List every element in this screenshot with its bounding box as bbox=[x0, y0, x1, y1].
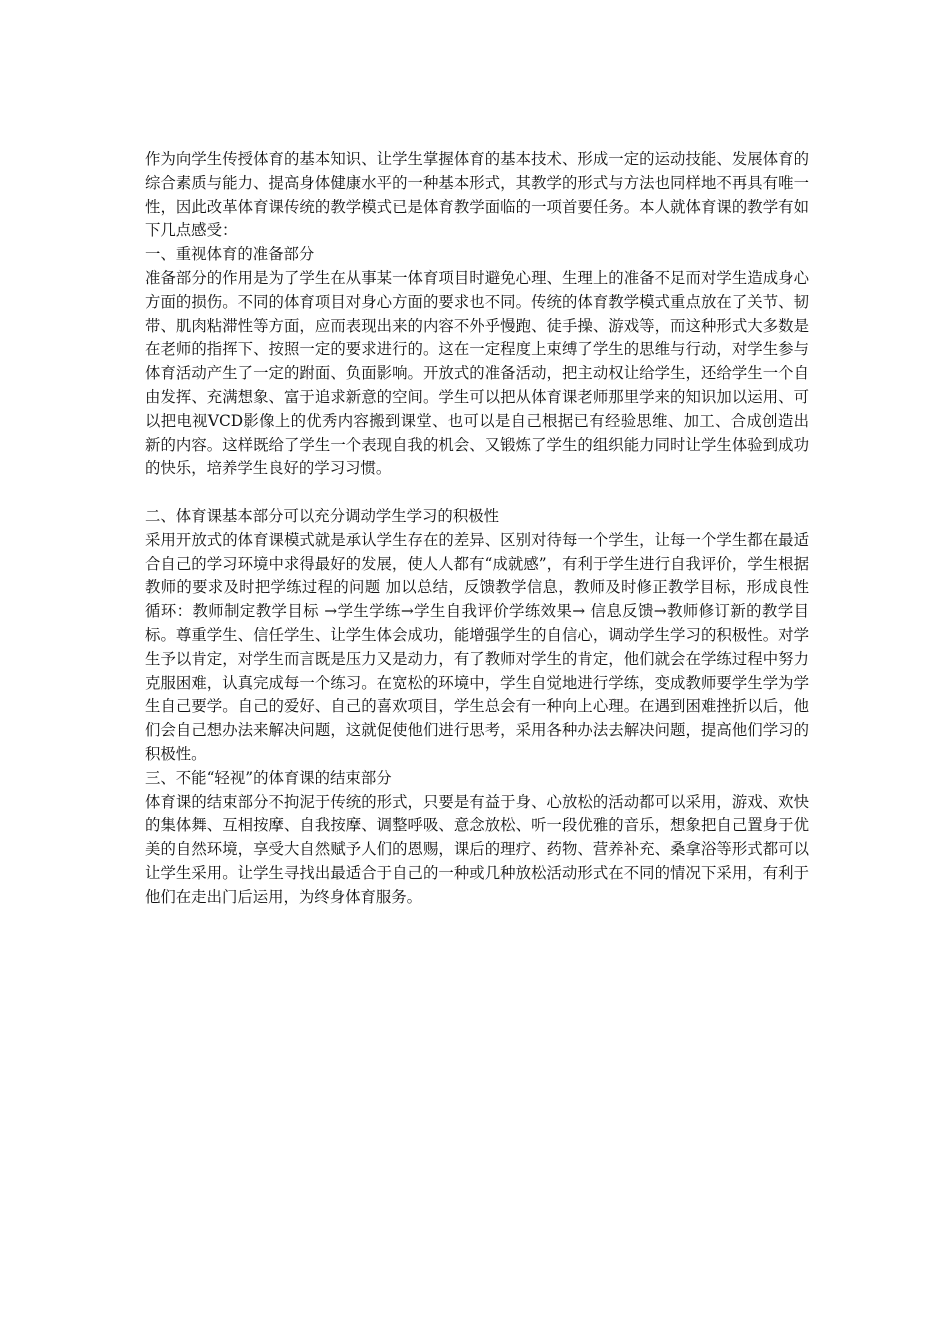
section1-paragraph: 准备部分的作用是为了学生在从事某一体育项目时避免心理、生理上的准备不足而对学生造成身心方面的损伤。不同的体育项目对身心方面的要求也不同。传统的体育教学模式重点放在了关节、韧带、肌肉粘滞性等方面，应而表现出来的内容不外乎慢跑、徒手操、游戏等，而这种形式大多数是在老师的指挥下、按照一定的要求进行的。这在一定程度上束缚了学生的思维与行动，对学生参与体育活动产生了一定的跗面、负面影响。开放式的准备活动，把主动权让给学生，还给学生一个自由发挥、充满想象、富于追求新意的空间。学生可以把从体育课老师那里学来的知识加以运用、可以把电视VCD影像上的优秀内容搬到课堂、也可以是自己根据已有经验思维、加工、合成创造出新的内容。这样既给了学生一个表现自我的机会、又锻炼了学生的组织能力同时让学生体验到成功的快乐，培养学生良好的学习习惯。 bbox=[145, 268, 809, 478]
section3-paragraph: 体育课的结束部分不拘泥于传统的形式，只要是有益于身、心放松的活动都可以采用，游戏、欢快的集体舞、互相按摩、自我按摩、调整呼吸、意念放松、听一段优雅的音乐，想象把自己置身于优美的自然环境，享受大自然赋予人们的恩赐，课后的理疗、药物、营养补充、桑拿浴等形式都可以让学生采用。让学生寻找出最适合于自己的一种或几种放松活动形式在不同的情况下采用，有利于他们在走出门后运用，为终身体育服务。 bbox=[145, 792, 809, 906]
paragraph-spacer bbox=[145, 481, 809, 505]
section2-paragraph: 采用开放式的体育课模式就是承认学生存在的差异、区别对待每一个学生，让每一个学生都在最适合自己的学习环境中求得最好的发展，使人人都有“成就感”，有利于学生进行自我评价，学生根据教师的要求及时把学练过程的问题 加以总结，反馈教学信息，教师及时修正教学目标，形成良性循环：教师制定教学目标 →学生学练→学生自我评价学练效果→ 信息反馈→教师修订新的教学目标。尊重学生、信任学生、让学生体会成功，能增强学生的自信心，调动学生学习的积极性。对学生予以肯定，对学生而言既是压力又是动力，有了教师对学生的肯定，他们就会在学练过程中努力克服困难，认真完成每一个练习。在宽松的环境中，学生自觉地进行学练，变成教师要学生学为学生自己要学。自己的爱好、自己的喜欢项目，学生总会有一种向上心理。在遇到困难挫折以后，他们会自己想办法来解决问题，这就促使他们进行思考，采用各种办法去解决问题，提高他们学习的积极性。 bbox=[145, 530, 809, 763]
intro-paragraph: 作为向学生传授体育的基本知识、让学生掌握体育的基本技术、形成一定的运动技能、发展体育的综合素质与能力、提高身体健康水平的一种基本形式，其教学的形式与方法也同样地不再具有唯一性，因此改革体育课传统的教学模式已是体育教学面临的一项首要任务。本人就体育课的教学有如下几点感受： bbox=[145, 150, 809, 240]
section2-heading: 二、体育课基本部分可以充分调动学生学习的积极性 bbox=[145, 506, 499, 525]
section3-heading: 三、不能“轻视”的体育课的结束部分 bbox=[145, 768, 392, 787]
section1-heading: 一、重视体育的准备部分 bbox=[145, 245, 315, 264]
document-page bbox=[145, 148, 809, 910]
